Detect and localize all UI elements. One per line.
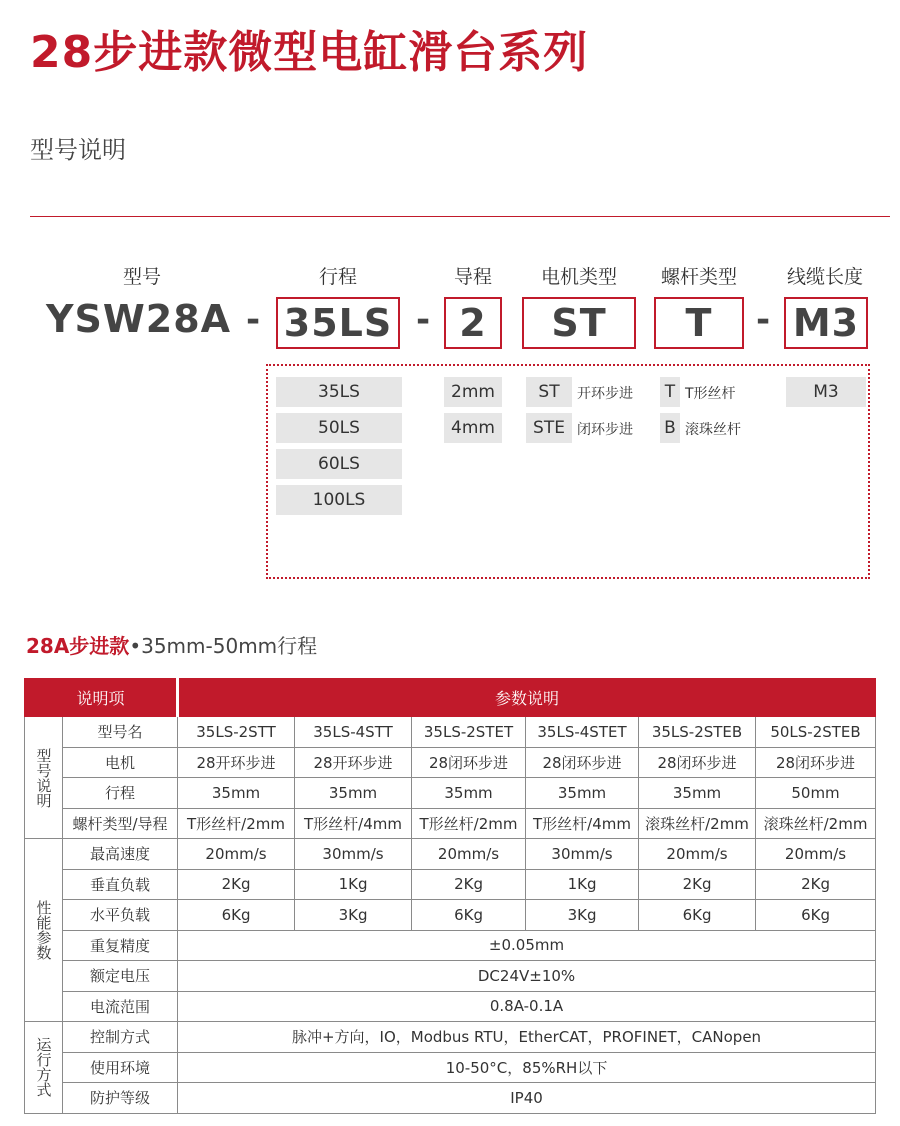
- header-params: 参数说明: [178, 679, 876, 717]
- row-label: 最高速度: [63, 839, 178, 870]
- row-label: 防护等级: [63, 1083, 178, 1114]
- table-cell: T形丝杆/4mm: [295, 808, 412, 839]
- table-row: [25, 747, 876, 778]
- table-row: [25, 961, 876, 992]
- table-cell: 28闭环步进: [756, 747, 876, 778]
- option-screw-t: T: [660, 377, 680, 407]
- row-label: 螺杆类型/导程: [63, 808, 178, 839]
- table-header-row: [25, 679, 876, 717]
- option-stroke-35ls: 35LS: [276, 377, 402, 407]
- table-row: [25, 930, 876, 961]
- table-cell: 6Kg: [412, 900, 526, 931]
- table-cell: 2Kg: [639, 869, 756, 900]
- header-item: 说明项: [25, 679, 178, 717]
- table-cell: 1Kg: [295, 869, 412, 900]
- dash-1: -: [246, 300, 261, 340]
- option-stroke-50ls: 50LS: [276, 413, 402, 443]
- row-label: 重复精度: [63, 930, 178, 961]
- divider: [30, 216, 890, 217]
- page-title: 28步进款微型电缸滑台系列: [30, 27, 589, 78]
- option-motor-ste-desc: 闭环步进: [577, 422, 633, 438]
- option-screw-b-desc: 滚珠丝杆: [685, 422, 741, 438]
- table-cell: 30mm/s: [526, 839, 639, 870]
- row-label: 控制方式: [63, 1022, 178, 1053]
- table-row: [25, 808, 876, 839]
- option-motor-ste: STE: [526, 413, 572, 443]
- row-label: 额定电压: [63, 961, 178, 992]
- table-cell: T形丝杆/4mm: [526, 808, 639, 839]
- table-cell: 2Kg: [412, 869, 526, 900]
- table-cell: 脉冲+方向，IO，Modbus RTU，EtherCAT，PROFINET，CANopen: [178, 1022, 876, 1053]
- table-row: [25, 1083, 876, 1114]
- spec-title-model: 28A步进款: [26, 634, 130, 658]
- table-cell: 6Kg: [639, 900, 756, 931]
- option-stroke-60ls: 60LS: [276, 449, 402, 479]
- option-motor-st-desc: 开环步进: [577, 386, 633, 402]
- code-screw-box: T: [654, 297, 744, 349]
- option-lead-2mm: 2mm: [444, 377, 502, 407]
- table-row: [25, 839, 876, 870]
- table-cell: 6Kg: [178, 900, 295, 931]
- table-cell: 28开环步进: [178, 747, 295, 778]
- table-cell: 20mm/s: [639, 839, 756, 870]
- option-screw-b: B: [660, 413, 680, 443]
- table-cell: 35LS-2STT: [178, 717, 295, 748]
- code-lead-box: 2: [444, 297, 502, 349]
- table-cell: 35mm: [412, 778, 526, 809]
- option-lead-4mm: 4mm: [444, 413, 502, 443]
- group-operation: 运行方式: [25, 1022, 63, 1114]
- table-cell: 10-50°C，85%RH以下: [178, 1052, 876, 1083]
- dash-2: -: [416, 300, 431, 340]
- table-cell: 3Kg: [526, 900, 639, 931]
- label-stroke: 行程: [318, 266, 357, 288]
- group-model: 型号说明: [25, 717, 63, 839]
- code-cable-box: M3: [784, 297, 868, 349]
- table-cell: 2Kg: [178, 869, 295, 900]
- table-cell: 50mm: [756, 778, 876, 809]
- table-row: [25, 778, 876, 809]
- table-row: [25, 717, 876, 748]
- label-lead: 导程: [453, 266, 492, 288]
- option-cable-m3: M3: [786, 377, 866, 407]
- table-cell: 2Kg: [756, 869, 876, 900]
- option-stroke-100ls: 100LS: [276, 485, 402, 515]
- spec-title-range: •35mm-50mm行程: [129, 634, 318, 658]
- table-row: [25, 869, 876, 900]
- table-cell: 28闭环步进: [412, 747, 526, 778]
- table-cell: 滚珠丝杆/2mm: [756, 808, 876, 839]
- table-row: [25, 1022, 876, 1053]
- row-label: 行程: [63, 778, 178, 809]
- table-cell: 3Kg: [295, 900, 412, 931]
- table-cell: 50LS-2STEB: [756, 717, 876, 748]
- table-cell: 6Kg: [756, 900, 876, 931]
- group-performance: 性能参数: [25, 839, 63, 1022]
- spec-table: [24, 678, 876, 1114]
- table-cell: T形丝杆/2mm: [412, 808, 526, 839]
- option-motor-st: ST: [526, 377, 572, 407]
- table-cell: 35mm: [639, 778, 756, 809]
- table-cell: IP40: [178, 1083, 876, 1114]
- spec-section-title: [26, 630, 317, 659]
- table-cell: 28闭环步进: [526, 747, 639, 778]
- dash-3: -: [756, 300, 771, 340]
- option-screw-t-desc: T形丝杆: [685, 386, 736, 402]
- table-cell: 35LS-4STT: [295, 717, 412, 748]
- table-cell: 0.8A-0.1A: [178, 991, 876, 1022]
- label-cable-length: 线缆长度: [786, 266, 863, 288]
- table-cell: 35LS-2STEB: [639, 717, 756, 748]
- table-cell: 滚珠丝杆/2mm: [639, 808, 756, 839]
- table-cell: 28闭环步进: [639, 747, 756, 778]
- table-cell: 35LS-2STET: [412, 717, 526, 748]
- table-cell: 1Kg: [526, 869, 639, 900]
- table-cell: 35mm: [178, 778, 295, 809]
- table-cell: T形丝杆/2mm: [178, 808, 295, 839]
- row-label: 电机: [63, 747, 178, 778]
- table-cell: 30mm/s: [295, 839, 412, 870]
- row-label: 垂直负载: [63, 869, 178, 900]
- table-cell: 28开环步进: [295, 747, 412, 778]
- row-label: 型号名: [63, 717, 178, 748]
- table-cell: ±0.05mm: [178, 930, 876, 961]
- label-screw-type: 螺杆类型: [660, 266, 737, 288]
- label-motor-type: 电机类型: [540, 266, 617, 288]
- table-cell: 35LS-4STET: [526, 717, 639, 748]
- section-subtitle: 型号说明: [30, 136, 126, 164]
- table-cell: 35mm: [526, 778, 639, 809]
- table-row: [25, 1052, 876, 1083]
- code-stroke-box: 35LS: [276, 297, 400, 349]
- table-row: [25, 900, 876, 931]
- table-cell: DC24V±10%: [178, 961, 876, 992]
- row-label: 使用环境: [63, 1052, 178, 1083]
- table-row: [25, 991, 876, 1022]
- table-cell: 20mm/s: [178, 839, 295, 870]
- model-prefix: YSW28A: [46, 297, 232, 341]
- row-label: 水平负载: [63, 900, 178, 931]
- code-motor-box: ST: [522, 297, 636, 349]
- table-cell: 35mm: [295, 778, 412, 809]
- label-model: 型号: [122, 266, 161, 288]
- table-cell: 20mm/s: [756, 839, 876, 870]
- row-label: 电流范围: [63, 991, 178, 1022]
- table-cell: 20mm/s: [412, 839, 526, 870]
